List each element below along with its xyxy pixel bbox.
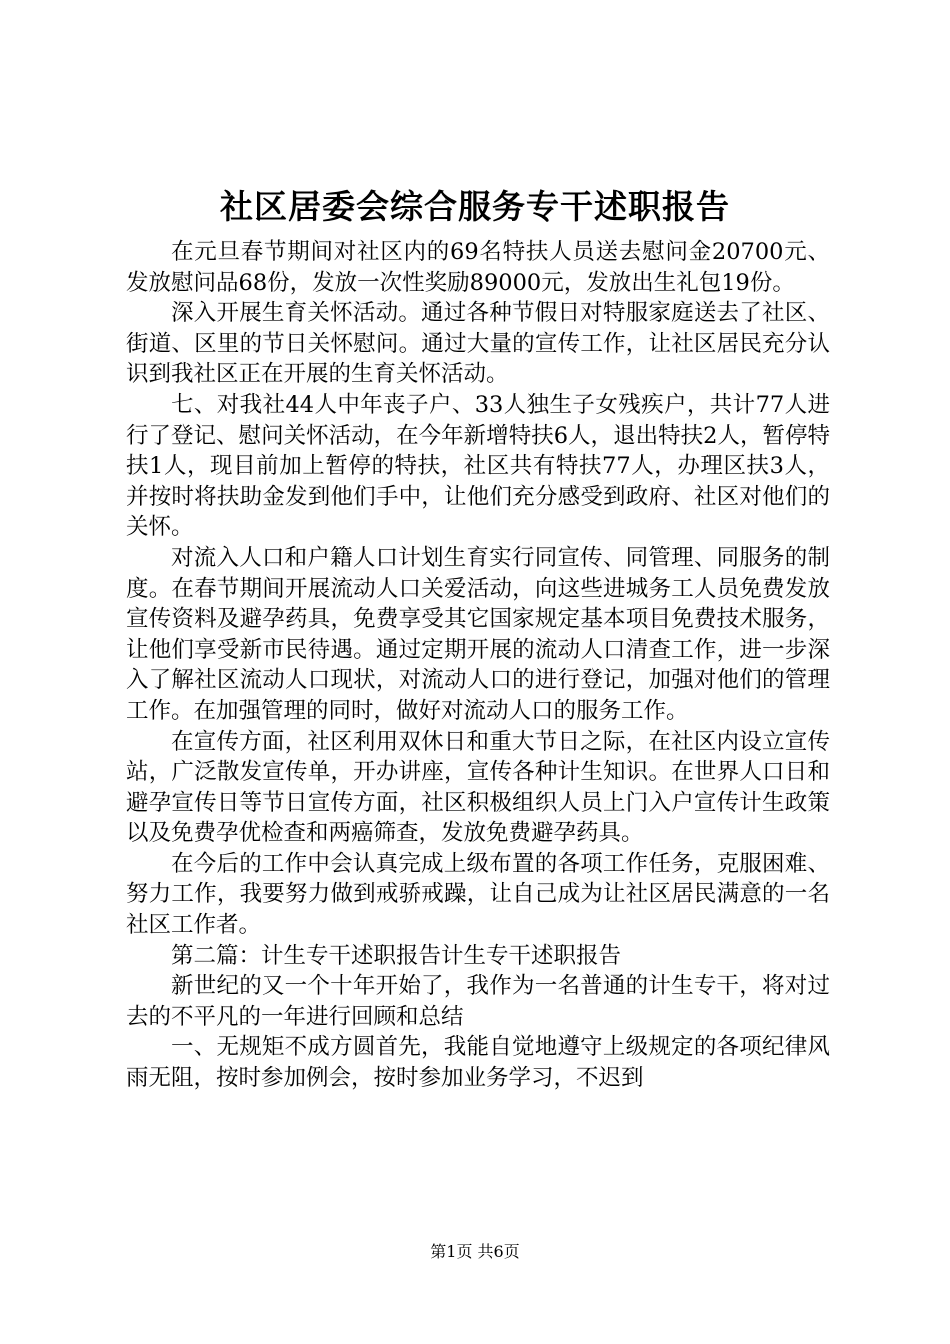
- page-number: 第1页: [430, 1242, 473, 1261]
- paragraph: 七、对我社44人中年丧子户、33人独生子女残疾户，共计77人进行了登记、慰问关怀活动，在今年新增特扶6人，退出特扶2人，暂停特扶1人，现目前加上暂停的特扶，社区共有特扶77人，办理区扶3人，并按时将扶助金发到他们手中，让他们充分感受到政府、社区对他们的关怀。: [126, 391, 830, 541]
- page-footer: [0, 1240, 950, 1264]
- paragraph: 在元旦春节期间对社区内的69名特扶人员送去慰问金20700元、发放慰问品68份，发放一次性奖励89000元，发放出生礼包19份。: [126, 239, 830, 296]
- paragraph: 深入开展生育关怀活动。通过各种节假日对特服家庭送去了社区、街道、区里的节日关怀慰问。通过大量的宣传工作，让社区居民充分认识到我社区正在开展的生育关怀活动。: [126, 300, 830, 388]
- document-body: [126, 237, 830, 1094]
- paragraph: 在宣传方面，社区利用双休日和重大节日之际，在社区内设立宣传站，广泛散发宣传单，开办讲座，宣传各种计生知识。在世界人口日和避孕宣传日等节日宣传方面，社区积极组织人员上门入户宣传计生政策以及免费孕优检查和两癌筛查，发放免费避孕药具。: [126, 728, 830, 847]
- paragraph: 对流入人口和户籍人口计划生育实行同宣传、同管理、同服务的制度。在春节期间开展流动人口关爱活动，向这些进城务工人员免费发放宣传资料及避孕药具，免费享受其它国家规定基本项目免费技术服务，让他们享受新市民待遇。通过定期开展的流动人口清查工作，进一步深入了解社区流动人口现状，对流动人口的进行登记，加强对他们的管理工作。在加强管理的同时，做好对流动人口的服务工作。: [126, 544, 830, 724]
- paragraph: 一、无规矩不成方圆首先，我能自觉地遵守上级规定的各项纪律风雨无阻，按时参加例会，按时参加业务学习，不迟到: [126, 1034, 830, 1092]
- section-heading: 第二篇：计生专干述职报告计生专干述职报告: [171, 942, 622, 969]
- document-title: 社区居委会综合服务专干述职报告: [220, 187, 730, 226]
- paragraph: 新世纪的又一个十年开始了，我作为一名普通的计生专干，将对过去的不平凡的一年进行回顾和总结: [126, 973, 830, 1030]
- paragraph: 在今后的工作中会认真完成上级布置的各项工作任务，克服困难、努力工作，我要努力做到戒骄戒躁，让自己成为让社区居民满意的一名社区工作者。: [126, 850, 830, 939]
- page-total: 共6页: [477, 1242, 520, 1261]
